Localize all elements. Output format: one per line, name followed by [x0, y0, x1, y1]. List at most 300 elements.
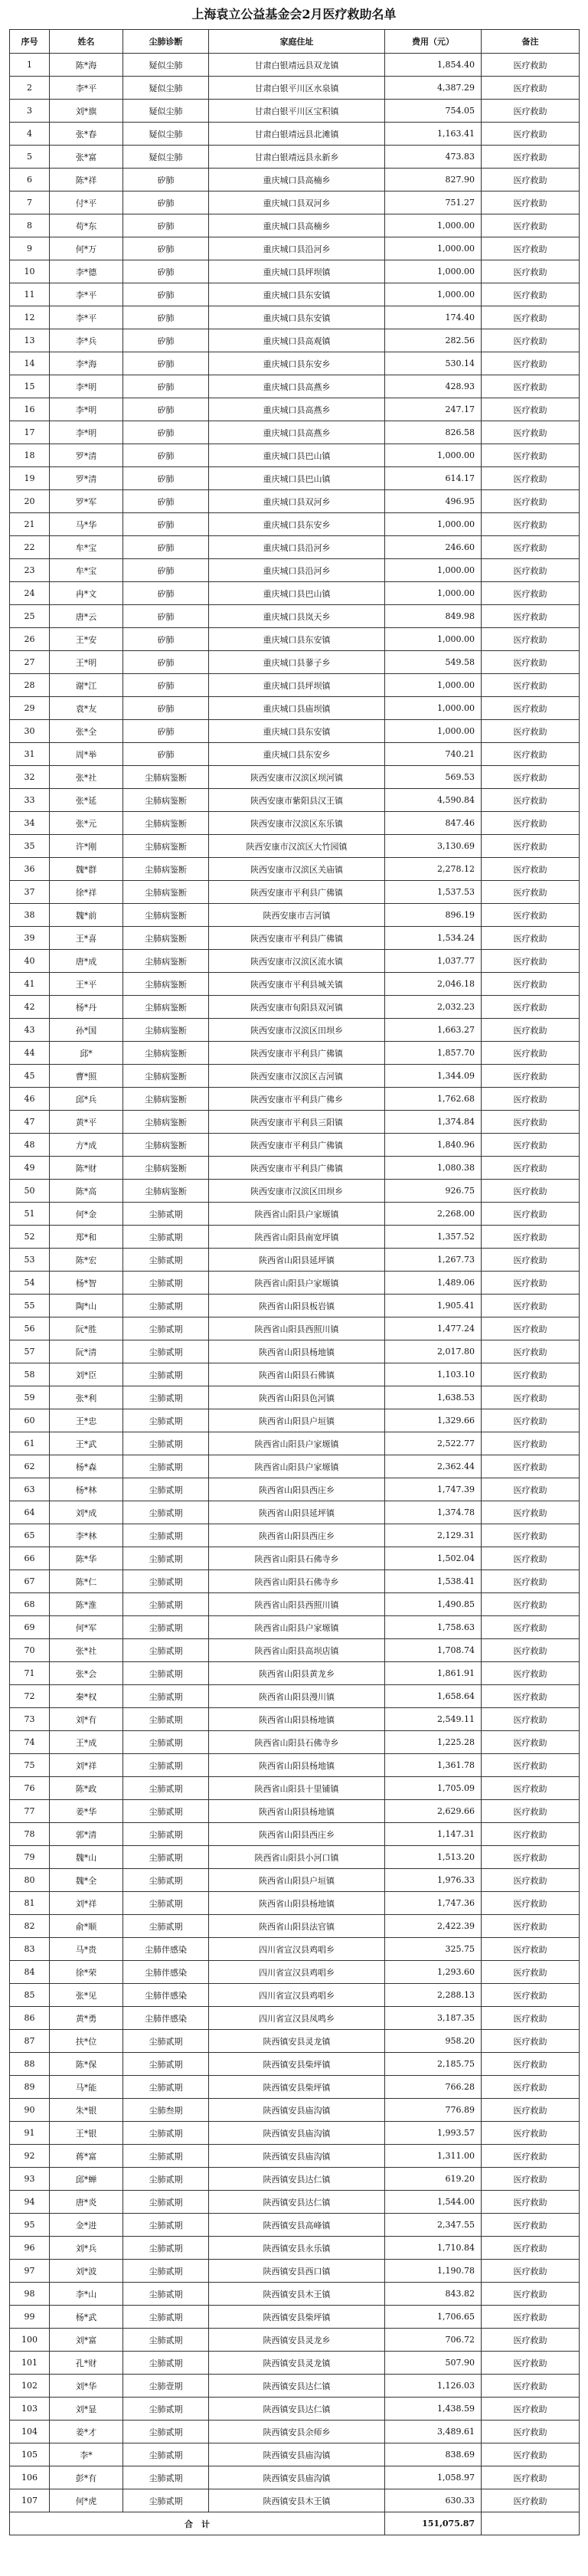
- row-amount: 1,037.77: [385, 950, 482, 973]
- row-name: 朱*银: [50, 2099, 123, 2122]
- row-name: 邱*: [50, 1042, 123, 1065]
- row-diagnosis: 矽肺: [123, 697, 209, 720]
- row-name: 徐*祥: [50, 881, 123, 904]
- row-diagnosis: 尘肺病鉴断: [123, 1019, 209, 1042]
- row-diagnosis: 尘肺贰期: [123, 1869, 209, 1892]
- row-name: 李*山: [50, 2283, 123, 2306]
- row-remark: 医疗救助: [482, 1111, 580, 1134]
- row-remark: 医疗救助: [482, 1134, 580, 1157]
- row-index: 41: [10, 973, 50, 996]
- row-diagnosis: 矽肺: [123, 628, 209, 651]
- row-index: 77: [10, 1800, 50, 1823]
- row-address: 陕西安康市平利县广佛镇: [209, 1134, 385, 1157]
- row-diagnosis: 尘肺壹期: [123, 2375, 209, 2398]
- row-address: 重庆城口县东安乡: [209, 513, 385, 536]
- table-row: [10, 2030, 580, 2053]
- row-diagnosis: 尘肺贰期: [123, 1409, 209, 1432]
- row-address: 重庆城口县巴山镇: [209, 467, 385, 490]
- row-diagnosis: 尘肺贰期: [123, 2122, 209, 2145]
- row-index: 60: [10, 1409, 50, 1432]
- row-diagnosis: 矽肺: [123, 559, 209, 582]
- row-index: 49: [10, 1157, 50, 1180]
- row-name: 李*平: [50, 283, 123, 306]
- row-index: 47: [10, 1111, 50, 1134]
- row-amount: 3,187.35: [385, 2007, 482, 2030]
- row-remark: 医疗救助: [482, 1984, 580, 2007]
- table-row: [10, 2283, 580, 2306]
- row-index: 79: [10, 1846, 50, 1869]
- row-amount: 1,000.00: [385, 674, 482, 697]
- row-amount: 1,374.78: [385, 1501, 482, 1524]
- row-amount: 428.93: [385, 375, 482, 398]
- row-name: 刘*有: [50, 1708, 123, 1731]
- row-amount: 2,288.13: [385, 1984, 482, 2007]
- table-row: [10, 1524, 580, 1547]
- row-name: 刘*显: [50, 2398, 123, 2421]
- row-address: 四川省宣汉县鸡唱乡: [209, 1961, 385, 1984]
- row-name: 刘*兵: [50, 2237, 123, 2260]
- table-row: [10, 421, 580, 444]
- row-diagnosis: 矽肺: [123, 605, 209, 628]
- row-index: 6: [10, 169, 50, 191]
- row-remark: 医疗救助: [482, 421, 580, 444]
- row-address: 陕西安康市平利县广佛镇: [209, 1042, 385, 1065]
- row-name: 何*虎: [50, 2489, 123, 2512]
- table-row: [10, 881, 580, 904]
- row-address: 陕西省山阳县色河镇: [209, 1386, 385, 1409]
- row-remark: 医疗救助: [482, 77, 580, 100]
- table-row: [10, 214, 580, 237]
- row-diagnosis: 尘肺病鉴断: [123, 812, 209, 835]
- row-amount: 3,130.69: [385, 835, 482, 858]
- table-row: [10, 559, 580, 582]
- row-amount: 2,362.44: [385, 1455, 482, 1478]
- row-address: 陕西安康市吉河镇: [209, 904, 385, 927]
- row-diagnosis: 尘肺病鉴断: [123, 1157, 209, 1180]
- row-address: 重庆城口县坪坝镇: [209, 674, 385, 697]
- row-amount: 2,278.12: [385, 858, 482, 881]
- total-amount: 151,075.87: [385, 2512, 482, 2535]
- row-address: 陕西省山阳县杨地镇: [209, 1892, 385, 1915]
- table-row: [10, 2260, 580, 2283]
- row-name: 孔*财: [50, 2352, 123, 2375]
- row-index: 48: [10, 1134, 50, 1157]
- header-address: 家庭住址: [209, 30, 385, 54]
- row-amount: 1,000.00: [385, 237, 482, 260]
- row-amount: 1,147.31: [385, 1823, 482, 1846]
- row-address: 陕西省山阳县西庄乡: [209, 1524, 385, 1547]
- row-amount: 849.98: [385, 605, 482, 628]
- row-remark: 医疗救助: [482, 720, 580, 743]
- row-name: 彭*有: [50, 2466, 123, 2489]
- row-diagnosis: 尘肺贰期: [123, 1272, 209, 1295]
- row-diagnosis: 尘肺贰期: [123, 1800, 209, 1823]
- row-remark: 医疗救助: [482, 1731, 580, 1754]
- row-index: 23: [10, 559, 50, 582]
- row-diagnosis: 尘肺贰期: [123, 1432, 209, 1455]
- row-remark: 医疗救助: [482, 1639, 580, 1662]
- row-address: 陕西镇安县永乐镇: [209, 2237, 385, 2260]
- row-name: 李*德: [50, 260, 123, 283]
- row-diagnosis: 矽肺: [123, 536, 209, 559]
- row-diagnosis: 尘肺贰期: [123, 1639, 209, 1662]
- row-index: 19: [10, 467, 50, 490]
- row-index: 26: [10, 628, 50, 651]
- row-amount: 2,046.18: [385, 973, 482, 996]
- row-diagnosis: 矽肺: [123, 237, 209, 260]
- row-remark: 医疗救助: [482, 2076, 580, 2099]
- row-diagnosis: 矽肺: [123, 490, 209, 513]
- row-name: 何*军: [50, 1616, 123, 1639]
- row-index: 52: [10, 1226, 50, 1249]
- row-address: 陕西省山阳县户家塬镇: [209, 1455, 385, 1478]
- row-remark: 医疗救助: [482, 2099, 580, 2122]
- row-remark: 医疗救助: [482, 1616, 580, 1639]
- row-name: 陶*山: [50, 1295, 123, 1317]
- table-row: [10, 1065, 580, 1088]
- row-diagnosis: 尘肺贰期: [123, 2168, 209, 2191]
- header-amount: 费用（元）: [385, 30, 482, 54]
- row-address: 陕西省山阳县法官镇: [209, 1915, 385, 1938]
- row-index: 18: [10, 444, 50, 467]
- row-index: 1: [10, 54, 50, 77]
- table-row: [10, 2076, 580, 2099]
- row-address: 重庆城口县高燕乡: [209, 421, 385, 444]
- row-index: 24: [10, 582, 50, 605]
- row-amount: 1,705.09: [385, 1777, 482, 1800]
- row-remark: 医疗救助: [482, 2145, 580, 2168]
- row-name: 魏*前: [50, 904, 123, 927]
- table-row: [10, 1088, 580, 1111]
- row-amount: 614.17: [385, 467, 482, 490]
- header-remark: 备注: [482, 30, 580, 54]
- row-name: 牟*宝: [50, 559, 123, 582]
- row-diagnosis: 尘肺贰期: [123, 2260, 209, 2283]
- table-row: [10, 1272, 580, 1295]
- row-diagnosis: 尘肺贰期: [123, 1570, 209, 1593]
- table-row: [10, 1984, 580, 2007]
- row-amount: 2,129.31: [385, 1524, 482, 1547]
- table-row: [10, 2375, 580, 2398]
- row-diagnosis: 尘肺病鉴断: [123, 766, 209, 789]
- row-index: 59: [10, 1386, 50, 1409]
- row-index: 101: [10, 2352, 50, 2375]
- row-diagnosis: 矽肺: [123, 169, 209, 191]
- row-diagnosis: 矽肺: [123, 329, 209, 352]
- row-diagnosis: 尘肺贰期: [123, 1340, 209, 1363]
- row-diagnosis: 尘肺贰期: [123, 1317, 209, 1340]
- row-amount: 507.90: [385, 2352, 482, 2375]
- row-address: 陕西安康市汉滨区流水镇: [209, 950, 385, 973]
- row-remark: 医疗救助: [482, 329, 580, 352]
- row-address: 陕西镇安县达仁镇: [209, 2168, 385, 2191]
- row-remark: 医疗救助: [482, 2466, 580, 2489]
- row-name: 杨*武: [50, 2306, 123, 2329]
- row-remark: 医疗救助: [482, 100, 580, 123]
- table-row: [10, 1134, 580, 1157]
- row-diagnosis: 矽肺: [123, 582, 209, 605]
- row-index: 33: [10, 789, 50, 812]
- row-amount: 2,268.00: [385, 1203, 482, 1226]
- row-name: 杨*丹: [50, 996, 123, 1019]
- row-remark: 医疗救助: [482, 582, 580, 605]
- row-index: 100: [10, 2329, 50, 2352]
- row-address: 重庆城口县巴山镇: [209, 582, 385, 605]
- row-remark: 医疗救助: [482, 214, 580, 237]
- table-row: [10, 2466, 580, 2489]
- row-diagnosis: 矽肺: [123, 306, 209, 329]
- row-amount: 473.83: [385, 146, 482, 169]
- row-amount: 2,185.75: [385, 2053, 482, 2076]
- row-index: 65: [10, 1524, 50, 1547]
- row-index: 88: [10, 2053, 50, 2076]
- row-name: 罗*清: [50, 467, 123, 490]
- row-amount: 1,857.70: [385, 1042, 482, 1065]
- row-amount: 569.53: [385, 766, 482, 789]
- row-index: 8: [10, 214, 50, 237]
- row-address: 陕西省山阳县延坪镇: [209, 1249, 385, 1272]
- row-amount: 1,513.20: [385, 1846, 482, 1869]
- row-amount: 1,538.41: [385, 1570, 482, 1593]
- row-address: 陕西镇安县庙沟镇: [209, 2122, 385, 2145]
- row-index: 2: [10, 77, 50, 100]
- row-diagnosis: 尘肺贰期: [123, 2443, 209, 2466]
- row-name: 李*兵: [50, 329, 123, 352]
- row-index: 55: [10, 1295, 50, 1317]
- table-row: [10, 260, 580, 283]
- row-address: 陕西安康市汉滨区田坝乡: [209, 1180, 385, 1203]
- row-diagnosis: 尘肺贰期: [123, 1754, 209, 1777]
- row-remark: 医疗救助: [482, 996, 580, 1019]
- table-row: [10, 2421, 580, 2443]
- row-name: 冉*文: [50, 582, 123, 605]
- row-remark: 医疗救助: [482, 2191, 580, 2214]
- row-amount: 926.75: [385, 1180, 482, 1203]
- table-row: [10, 237, 580, 260]
- table-row: [10, 835, 580, 858]
- row-amount: 1,058.97: [385, 2466, 482, 2489]
- row-diagnosis: 矽肺: [123, 191, 209, 214]
- row-remark: 医疗救助: [482, 835, 580, 858]
- row-name: 刘*祥: [50, 1892, 123, 1915]
- row-index: 80: [10, 1869, 50, 1892]
- row-remark: 医疗救助: [482, 881, 580, 904]
- header-name: 姓名: [50, 30, 123, 54]
- row-address: 陕西镇安县木王镇: [209, 2489, 385, 2512]
- row-diagnosis: 尘肺贰期: [123, 1685, 209, 1708]
- row-index: 54: [10, 1272, 50, 1295]
- row-remark: 医疗救助: [482, 1501, 580, 1524]
- row-diagnosis: 尘肺病鉴断: [123, 1180, 209, 1203]
- table-row: [10, 743, 580, 766]
- row-name: 刘*富: [50, 2329, 123, 2352]
- row-diagnosis: 尘肺病鉴断: [123, 881, 209, 904]
- row-name: 杨*森: [50, 1455, 123, 1478]
- row-index: 9: [10, 237, 50, 260]
- row-name: 邱*兵: [50, 1088, 123, 1111]
- row-remark: 医疗救助: [482, 513, 580, 536]
- row-address: 陕西省山阳县户家塬镇: [209, 1616, 385, 1639]
- row-address: 陕西安康市汉滨区田坝乡: [209, 1019, 385, 1042]
- row-remark: 医疗救助: [482, 628, 580, 651]
- row-remark: 医疗救助: [482, 697, 580, 720]
- row-amount: 1,311.00: [385, 2145, 482, 2168]
- row-address: 重庆城口县高楠乡: [209, 169, 385, 191]
- row-name: 周*举: [50, 743, 123, 766]
- row-name: 陈*海: [50, 54, 123, 77]
- row-remark: 医疗救助: [482, 2283, 580, 2306]
- row-name: 李*明: [50, 421, 123, 444]
- row-name: 陈*政: [50, 1777, 123, 1800]
- row-name: 苟*东: [50, 214, 123, 237]
- row-remark: 医疗救助: [482, 191, 580, 214]
- row-name: 李*平: [50, 306, 123, 329]
- row-remark: 医疗救助: [482, 2443, 580, 2466]
- row-amount: 1,762.68: [385, 1088, 482, 1111]
- table-row: [10, 1363, 580, 1386]
- row-address: 陕西省山阳县杨地镇: [209, 1800, 385, 1823]
- row-remark: 医疗救助: [482, 1157, 580, 1180]
- row-address: 陕西安康市平利县城关镇: [209, 973, 385, 996]
- row-remark: 医疗救助: [482, 1846, 580, 1869]
- row-remark: 医疗救助: [482, 169, 580, 191]
- table-row: [10, 2398, 580, 2421]
- row-diagnosis: 尘肺贰期: [123, 1478, 209, 1501]
- table-row: [10, 1777, 580, 1800]
- row-name: 马*华: [50, 513, 123, 536]
- row-remark: 医疗救助: [482, 1019, 580, 1042]
- row-diagnosis: 尘肺贰期: [123, 2053, 209, 2076]
- row-name: 陈*财: [50, 1157, 123, 1180]
- row-amount: 1,638.53: [385, 1386, 482, 1409]
- row-amount: 246.60: [385, 536, 482, 559]
- row-address: 陕西镇安县庙沟镇: [209, 2145, 385, 2168]
- row-remark: 医疗救助: [482, 1524, 580, 1547]
- row-amount: 4,590.84: [385, 789, 482, 812]
- row-name: 李*林: [50, 1524, 123, 1547]
- table-row: [10, 2237, 580, 2260]
- row-address: 陕西省山阳县西照川镇: [209, 1317, 385, 1340]
- row-remark: 医疗救助: [482, 375, 580, 398]
- table-row: [10, 1961, 580, 1984]
- row-amount: 1,758.63: [385, 1616, 482, 1639]
- row-diagnosis: 尘肺贰期: [123, 1662, 209, 1685]
- table-row: [10, 1478, 580, 1501]
- row-diagnosis: 尘肺贰期: [123, 1386, 209, 1409]
- row-remark: 医疗救助: [482, 1088, 580, 1111]
- row-remark: 医疗救助: [482, 490, 580, 513]
- row-remark: 医疗救助: [482, 1754, 580, 1777]
- row-name: 张*会: [50, 1662, 123, 1685]
- row-amount: 2,347.55: [385, 2214, 482, 2237]
- row-diagnosis: 矽肺: [123, 260, 209, 283]
- row-address: 陕西省山阳县户垣镇: [209, 1869, 385, 1892]
- table-row: [10, 1593, 580, 1616]
- row-index: 97: [10, 2260, 50, 2283]
- table-row: [10, 352, 580, 375]
- row-amount: 826.58: [385, 421, 482, 444]
- row-address: 陕西镇安县高峰镇: [209, 2214, 385, 2237]
- row-index: 82: [10, 1915, 50, 1938]
- table-row: [10, 812, 580, 835]
- header-row: [10, 30, 580, 54]
- row-index: 70: [10, 1639, 50, 1662]
- row-remark: 医疗救助: [482, 1662, 580, 1685]
- row-address: 陕西省山阳县漫川镇: [209, 1685, 385, 1708]
- row-remark: 医疗救助: [482, 858, 580, 881]
- row-address: 陕西省山阳县延坪镇: [209, 1501, 385, 1524]
- table-row: [10, 1938, 580, 1961]
- row-amount: 1,000.00: [385, 720, 482, 743]
- table-row: [10, 77, 580, 100]
- total-row: [10, 2512, 580, 2535]
- row-diagnosis: 矽肺: [123, 651, 209, 674]
- row-address: 陕西省山阳县黄龙乡: [209, 1662, 385, 1685]
- row-address: 陕西镇安县柴坪镇: [209, 2306, 385, 2329]
- row-diagnosis: 尘肺伴感染: [123, 1961, 209, 1984]
- table-row: [10, 1823, 580, 1846]
- total-remark: [482, 2512, 580, 2535]
- row-amount: 496.95: [385, 490, 482, 513]
- row-amount: 838.69: [385, 2443, 482, 2466]
- row-address: 甘肃白银靖远县北滩镇: [209, 123, 385, 146]
- row-address: 陕西省山阳县杨地镇: [209, 1754, 385, 1777]
- row-amount: 776.89: [385, 2099, 482, 2122]
- row-address: 甘肃白银平川区水泉镇: [209, 77, 385, 100]
- row-diagnosis: 尘肺病鉴断: [123, 973, 209, 996]
- row-amount: 1,000.00: [385, 513, 482, 536]
- row-name: 王*喜: [50, 927, 123, 950]
- row-index: 17: [10, 421, 50, 444]
- table-row: [10, 1915, 580, 1938]
- row-amount: 1,080.38: [385, 1157, 482, 1180]
- table-row: [10, 1731, 580, 1754]
- row-amount: 1,840.96: [385, 1134, 482, 1157]
- row-amount: 1,190.78: [385, 2260, 482, 2283]
- row-name: 郑*和: [50, 1226, 123, 1249]
- row-address: 陕西省山阳县杨地镇: [209, 1340, 385, 1363]
- row-amount: 1,163.41: [385, 123, 482, 146]
- row-remark: 医疗救助: [482, 2122, 580, 2145]
- row-diagnosis: 尘肺病鉴断: [123, 950, 209, 973]
- row-address: 陕西安康市平利县广佛镇: [209, 1157, 385, 1180]
- row-name: 张*见: [50, 1984, 123, 2007]
- row-address: 陕西安康市汉滨区关庙镇: [209, 858, 385, 881]
- row-index: 90: [10, 2099, 50, 2122]
- table-row: [10, 2145, 580, 2168]
- row-amount: 1,747.36: [385, 1892, 482, 1915]
- row-diagnosis: 矽肺: [123, 720, 209, 743]
- row-name: 姜*华: [50, 1800, 123, 1823]
- row-remark: 医疗救助: [482, 352, 580, 375]
- row-remark: 医疗救助: [482, 1823, 580, 1846]
- row-remark: 医疗救助: [482, 2007, 580, 2030]
- row-remark: 医疗救助: [482, 2053, 580, 2076]
- row-amount: 1,000.00: [385, 582, 482, 605]
- row-address: 陕西省山阳县南宽坪镇: [209, 1226, 385, 1249]
- row-index: 29: [10, 697, 50, 720]
- table-row: [10, 651, 580, 674]
- row-remark: 医疗救助: [482, 1249, 580, 1272]
- row-amount: 1,708.74: [385, 1639, 482, 1662]
- row-name: 王*成: [50, 1731, 123, 1754]
- row-amount: 766.28: [385, 2076, 482, 2099]
- row-index: 28: [10, 674, 50, 697]
- row-remark: 医疗救助: [482, 1869, 580, 1892]
- row-name: 魏*山: [50, 1846, 123, 1869]
- row-name: 张*社: [50, 1639, 123, 1662]
- row-remark: 医疗救助: [482, 743, 580, 766]
